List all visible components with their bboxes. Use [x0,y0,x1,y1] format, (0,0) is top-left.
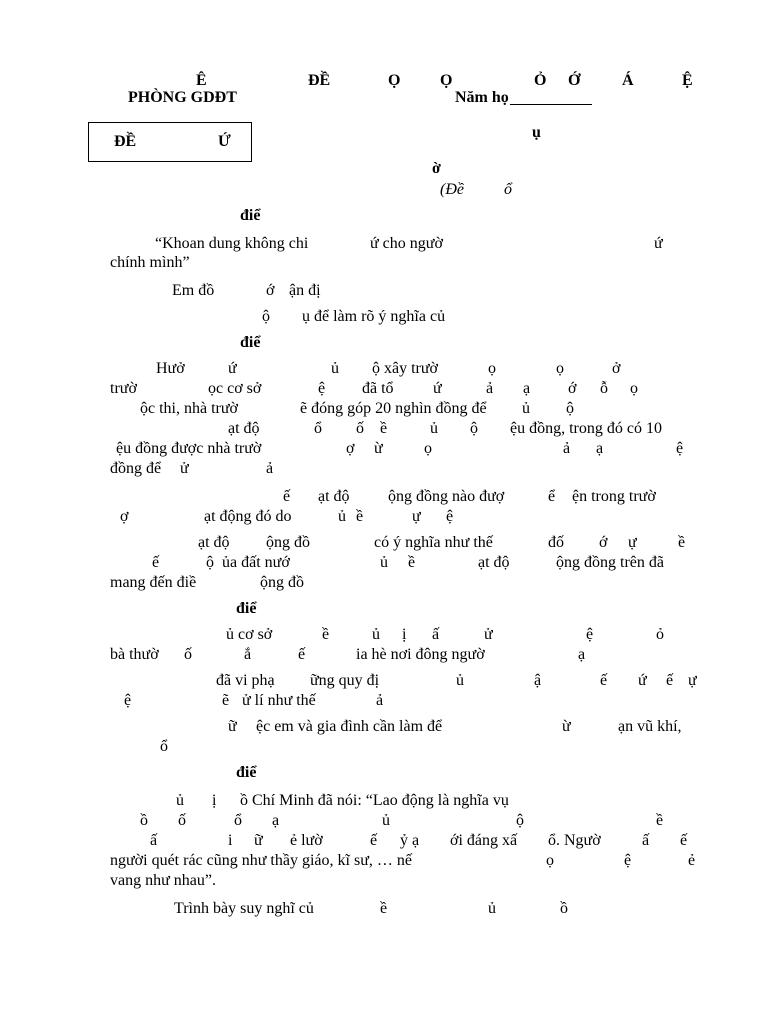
question-text: ọ [630,380,638,397]
question-text: ề [408,554,416,571]
question-text: ỗ [600,380,608,397]
question-text: ệ [676,440,684,457]
question-text: ạ [578,646,586,663]
question-text: ủ [456,672,464,689]
question-text: bà thườ [110,646,159,663]
question-text: ế [666,672,674,689]
question-text: ế [152,554,160,571]
question-text: trườ [110,380,137,397]
question-text: ấ [150,832,158,849]
question-text: ị [212,792,217,809]
question-text: ạt độ [228,420,260,437]
question-text: ạ [272,812,280,829]
header-fragment: Á [622,72,634,89]
question-text: ủ [382,812,390,829]
question-text: ủ [372,626,380,643]
subject-fragment: ụ [532,124,541,141]
question-text: người quét rác cũng như thầy giáo, kĩ sư, … nế [110,852,412,869]
question-text: ủ [331,360,339,377]
question-text: ới đáng xấ [450,832,518,849]
question-text: ạ [596,440,604,457]
question-text: Hưở [156,360,185,377]
question-text: ỏ [656,626,664,643]
question-text: ề [380,420,388,437]
question-text: ộ [470,420,478,437]
question-text: ợ [346,440,355,457]
question-text: ủ [176,792,184,809]
question-text: ững quy đị [310,672,380,689]
question-text: ề [380,900,388,917]
question-text: ộ [516,812,524,829]
question-text: ế [283,488,291,505]
question-text: ớ [266,282,275,299]
school-year-label: Năm họ [455,89,509,106]
question-text: ệ [446,508,454,525]
question-text: ử lí như thế [242,692,316,709]
question-text: ữ [228,718,237,735]
question-text: ớ [599,534,608,551]
question-text: ử [180,460,189,477]
question-2-heading: điể [240,334,261,351]
question-text: ả [266,460,274,477]
question-text: ẻ lườ [290,832,323,849]
question-text: ủ [488,900,496,917]
question-text: ọc cơ sở [208,380,262,397]
question-text: ả [486,380,494,397]
question-text: ự [628,534,637,551]
quote-text: ứ [654,235,663,252]
question-1-heading: điể [240,207,261,224]
question-text: ỷ ạ [400,832,420,849]
box-label-right: Ứ [218,133,231,150]
question-text: ế [298,646,306,663]
quote-text: “Khoan dung không chi [155,235,309,252]
question-text: ộng đồ [260,574,304,591]
question-text: ện trong trườ [572,488,656,505]
question-text: ạn vũ khí, [618,718,682,735]
question-text: ệu đồng được nhà trườ [116,440,262,457]
question-text: ủ [380,554,388,571]
question-text: ả [376,692,384,709]
question-text: ệ [124,692,132,709]
question-text: ệu đồng, trong đó có 10 [510,420,662,437]
question-text: ổ [160,738,168,755]
question-text: ả [563,440,571,457]
question-text: ạt độ [478,554,510,571]
department-label: PHÒNG GDĐT [128,89,237,106]
header-fragment: Ọ [388,72,401,89]
question-text: ồ [560,900,568,917]
question-text: ệ [586,626,594,643]
question-text: ừ [562,718,571,735]
question-text: ủa đất nướ [222,554,290,571]
question-text: ạt độ [318,488,350,505]
question-text: ế [370,832,378,849]
header-fragment: Ọ [440,72,453,89]
question-text: ử [484,626,493,643]
question-text: ế [600,672,608,689]
question-text: ia hè nơi đông ngườ [356,646,485,663]
question-text: ừ [374,440,383,457]
question-3-heading: điể [236,600,257,617]
question-text: ệc em và gia đình cần làm để [256,718,443,735]
question-text: ợ [120,508,129,525]
question-text: ộng đồng trên đã [556,554,664,571]
question-text: ồ [140,812,148,829]
question-text: có ý nghĩa như thế [374,534,493,551]
question-text: ộc thi, nhà trườ [140,400,238,417]
question-text: ố [356,420,364,437]
question-text: i [228,832,233,849]
time-fragment: ờ [432,160,441,177]
question-text: ủ [522,400,530,417]
question-text: ộ [566,400,574,417]
header-fragment: Ỏ [534,72,547,89]
header-fragment: ĐỀ [308,72,331,89]
question-text: đã tổ [362,380,394,397]
question-text: ắ [244,646,252,663]
question-text: ạt động đó do [204,508,292,525]
exam-note: ổ [504,181,512,198]
school-year-underline [510,104,592,105]
question-text: ộ [206,554,214,571]
question-text: ủ [430,420,438,437]
header-fragment: Ớ [568,72,581,89]
question-text: ố [184,646,192,663]
question-text: ề [356,508,364,525]
question-text: ộ xây trườ [372,360,439,377]
question-text: ệ [318,380,326,397]
question-text: ẽ đóng góp 20 nghìn đồng để [300,400,487,417]
question-text: ứ [433,380,442,397]
quote-text: chính mình” [110,254,190,271]
question-text: ụ để làm rõ ý nghĩa củ [302,308,446,325]
question-text: ố [178,812,186,829]
question-text: ổ [234,812,242,829]
question-text: ể [548,488,556,505]
question-text: ứ [638,672,647,689]
question-text: mang đến điề [110,574,197,591]
header-fragment: Ệ [682,72,693,89]
question-text: ự [412,508,421,525]
question-text: ớ [568,380,577,397]
question-text: ự [688,672,697,689]
question-text: ủ [338,508,346,525]
question-text: ộng đồng nào đượ [388,488,505,505]
question-text: ổ. Ngườ [548,832,601,849]
question-text: ổ [314,420,322,437]
question-text: ọ [424,440,432,457]
question-text: ạ [523,380,531,397]
question-text: Trình bày suy nghĩ củ [174,900,314,917]
question-text: ữ [254,832,263,849]
box-label-left: ĐỀ [114,133,137,150]
question-text: ẻ [688,852,696,869]
question-text: ộng đồ [266,534,310,551]
question-text: ấ [432,626,440,643]
question-text: ế [680,832,688,849]
question-text: ẽ [222,692,230,709]
question-text: ọ [488,360,496,377]
question-4-heading: điể [236,764,257,781]
question-text: ề [322,626,330,643]
question-text: ồ Chí Minh đã nói: “Lao động là nghĩa vụ [240,792,509,809]
question-text: ở [612,360,621,377]
question-text: ọ [556,360,564,377]
question-text: đã vi phạ [216,672,275,689]
question-text: vang như nhau”. [110,872,216,889]
question-text: đồng để [110,460,162,477]
question-text: ộ [262,308,270,325]
exam-note: (Đề [440,181,464,198]
question-text: ạt độ [198,534,230,551]
question-text: ận đị [289,282,321,299]
question-text: ệ [624,852,632,869]
question-text: ọ [546,852,554,869]
quote-text: ứ cho ngườ [370,235,443,252]
question-text: ấ [642,832,650,849]
question-text: Em đồ [172,282,215,299]
header-fragment: Ê [196,72,207,89]
question-text: ứ [228,360,237,377]
question-text: ậ [534,672,542,689]
question-text: đố [548,534,564,551]
question-text: ề [678,534,686,551]
question-text: ủ cơ sở [226,626,273,643]
question-text: ề [656,812,664,829]
question-text: ị [402,626,407,643]
